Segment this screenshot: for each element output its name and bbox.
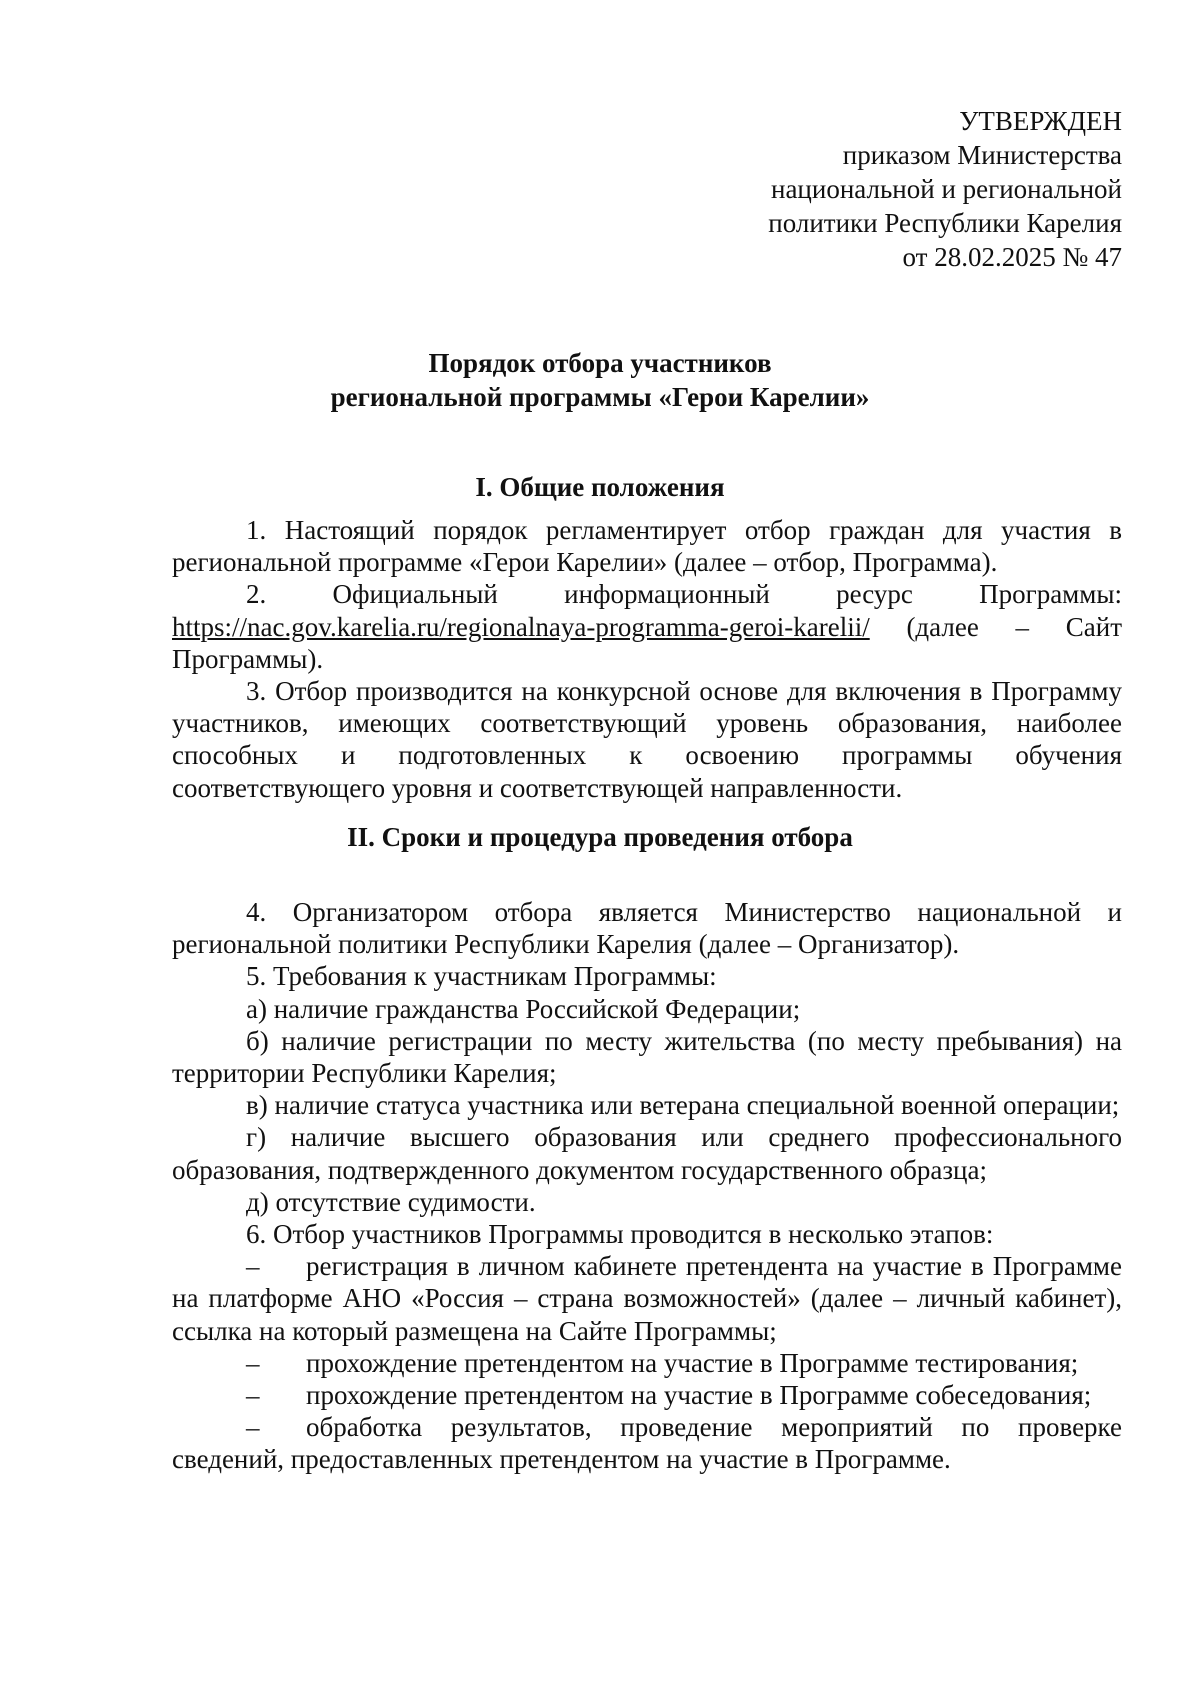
title-line: Порядок отбора участников [428, 348, 772, 378]
stage-item [172, 1411, 1122, 1475]
stage-item [172, 1379, 1122, 1411]
dash-marker: – [246, 1251, 260, 1282]
requirement-item: б) наличие регистрации по месту жительства (по месту пребывания) на территории Республики Карелия; [172, 1025, 1122, 1089]
paragraph [172, 611, 1122, 675]
stage-text: прохождение претендентом на участие в Программе тестирования; [306, 1347, 1079, 1378]
stage-text: обработка результатов, проведение мероприятий по проверке сведений, предоставленных претендентом на участие в Программе. [172, 1412, 1122, 1475]
dash-marker: – [246, 1347, 260, 1378]
paragraph: 1. Настоящий порядок регламентирует отбор граждан для участия в региональной программе «Герои Карелии» (далее – отбор, Программа). [172, 515, 1122, 578]
paragraph: 5. Требования к участникам Программы: [246, 961, 717, 992]
document-title [0, 346, 1200, 414]
paragraph: 6. Отбор участников Программы проводится в несколько этапов: [246, 1219, 994, 1250]
program-site-link[interactable]: https://nac.gov.karelia.ru/regionalnaya-programma-geroi-karelii/ [172, 611, 870, 642]
paragraph: 4. Организатором отбора является Министерство национальной и региональной политики Республики Карелия (далее – Организатор). [172, 897, 1122, 960]
section-1-body [172, 514, 1122, 804]
requirement-item: а) наличие гражданства Российской Федерации; [246, 993, 801, 1024]
approval-line: приказом Министерства [842, 140, 1122, 170]
approval-date: от 28.02.2025 № 47 [902, 242, 1122, 272]
section-heading: II. Сроки и процедура проведения отбора [347, 822, 853, 852]
stage-item [172, 1250, 1122, 1347]
approval-line: национальной и региональной [771, 174, 1122, 204]
stage-text: регистрация в личном кабинете претендента на участие в Программе на платформе АНО «Россия – страна возможностей» (далее – личный кабинет), ссылка на который размещена на Сайте Программы; [172, 1251, 1122, 1346]
approval-line: УТВЕРЖДЕН [959, 106, 1122, 136]
stage-text: прохождение претендентом на участие в Программе собеседования; [306, 1380, 1092, 1411]
requirement-item: г) наличие высшего образования или среднего профессионального образования, подтвержденного документом государственного образца; [172, 1122, 1122, 1185]
approval-stamp [768, 104, 1122, 274]
paragraph-label: 2. Официальный информационный ресурс Программы: [246, 579, 1122, 610]
title-line: региональной программы «Герои Карелии» [330, 382, 870, 412]
dash-marker: – [246, 1412, 260, 1443]
paragraph-text: (далее – Сайт Программы). [172, 611, 1122, 674]
stage-item [172, 1347, 1122, 1379]
section-heading: I. Общие положения [475, 472, 725, 502]
section-2-body [172, 896, 1122, 1476]
dash-marker: – [246, 1380, 260, 1411]
paragraph: 3. Отбор производится на конкурсной основе для включения в Программу участников, имеющих соответствующий уровень образования, наиболее способных и подготовленных к освоению программы обучения соответствующего уровня и соответствующей направленности. [172, 676, 1122, 803]
approval-line: политики Республики Карелия [768, 208, 1122, 238]
requirement-item: в) наличие статуса участника или ветерана специальной военной операции; [246, 1090, 1120, 1121]
requirement-item: д) отсутствие судимости. [246, 1186, 536, 1217]
